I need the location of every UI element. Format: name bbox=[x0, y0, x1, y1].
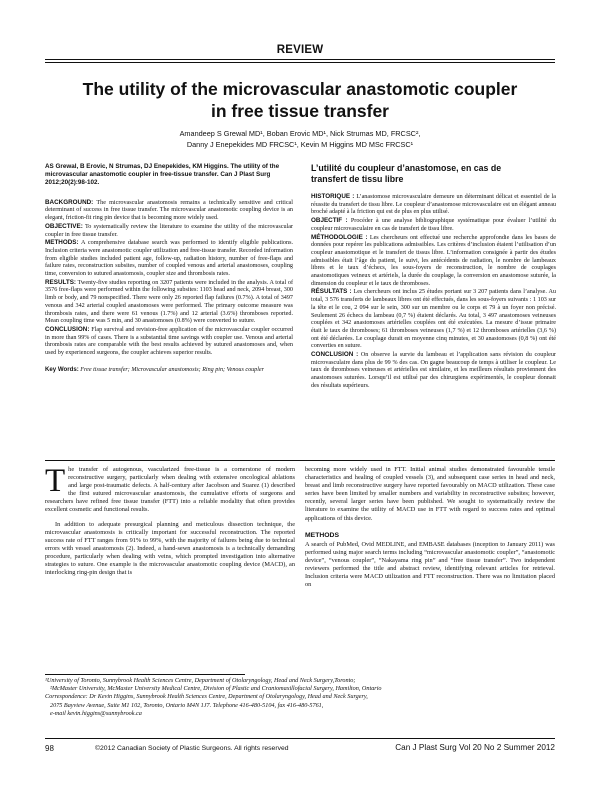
drop-cap: T bbox=[45, 463, 66, 499]
results-heading: RESULTS: bbox=[45, 278, 77, 286]
objectif-text: Procéder à une analyse bibliographique systématique pour évaluer l’utilité du coupleur microvasculaire en cas de transfert de tissu libre. bbox=[311, 218, 556, 232]
objective-text: To systematically review the literature to examine the utility of the microvascular coupler in free tissue transfer. bbox=[45, 223, 293, 238]
conclusion-heading: CONCLUSION: bbox=[45, 325, 90, 333]
background-text: The microvascular anastomosis remains a technically sensitive and critical determinant of success in free tissue transfer. The microvascular anastomotic coupling device is an elegant, friction-fit ring pin device that is becoming more widely used. bbox=[45, 199, 293, 222]
page-number: 98 bbox=[45, 744, 54, 753]
french-conclusion-text: On observe la survie du lambeau et l’application sans révision du coupleur microvasculaire dans plus de 99 % des cas. On gagne beaucoup de temps à utiliser le coupleur. Le taux de thromboses veineuses et artérielles est similaire, et les meilleurs résultats proviennent des anastomoses suturées. Lorsqu’il est utilisé par des chirurgiens expérimentés, le coupleur donnait des résultats supérieurs. bbox=[311, 352, 556, 389]
header-rule bbox=[45, 59, 555, 60]
methods-section-heading: METHODS bbox=[305, 531, 339, 539]
english-abstract bbox=[45, 199, 293, 358]
keywords bbox=[45, 366, 293, 375]
title-line-2: in free tissue transfer bbox=[211, 101, 389, 121]
methodologie-heading: MÉTHODOLOGIE : bbox=[311, 233, 368, 241]
french-abstract-column bbox=[311, 163, 556, 391]
french-abstract bbox=[311, 193, 556, 391]
methods-text: A comprehensive database search was performed to identify eligible publications. Inclusion criteria were anastomotic coupler utilization and free-tissue transfer. Recorded information from eligible studies included patient age, follow-up, radiation history, number of free-flaps and failure rates, reconstruction subsites, number of coupled venous and arterial anastomoses, coupling time, conversion to sutured anastomosis, coupler size and thrombosis rates. bbox=[45, 240, 293, 278]
header-rule-thin bbox=[45, 62, 555, 63]
author-list bbox=[45, 129, 555, 150]
footnote-rule bbox=[45, 674, 245, 675]
resultats-heading: RÉSULTATS : bbox=[311, 288, 352, 296]
paragraph-4: A search of PubMed, Ovid MEDLINE, and EMBASE databases (inception to January 2011) was performed using major search terms including “microvascular anastomotic coupler”, “anastomotic device”, “venous coupler”, “Nakayama ring pin” and “free tissue transfer”. Two independent reviewers performed the title and abstract review, identifying relevant articles for retrieval. Inclusion criteria were MACD utilization and FTT reconstruction. There was no limitation placed on bbox=[305, 540, 555, 589]
body-column-right bbox=[305, 466, 555, 589]
objectif-heading: OBJECTIF : bbox=[311, 217, 348, 225]
copyright: ©2012 Canadian Society of Plastic Surgeons. All rights reserved bbox=[95, 745, 289, 752]
results-text: Twenty-five studies reporting on 3207 patients were included in the analysis. A total of 3576 free-flaps were performed within the following subsites: 1103 head and neck, 2094 breast, 300 limb or body, and 79 nonspecified. There were only 26 reported flap failures (0.7%). A total of 3497 venous and 342 arterial coupled anastomoses were performed. The primary outcome measure was thrombosis rates, and there were 61 venous (1.7%) and 12 arterial (3.6%) thromboses reported. Mean coupling time was 5 min, and 30 anastomoses (0.8%) were converted to suture. bbox=[45, 279, 293, 325]
paragraph-2: In addition to adequate presurgical planning and meticulous dissection technique, the microvascular anastomosis is critically important for successful reconstruction. The reported success rate of FTT ranges from 91% to 99%, with the majority of failures being due to technical errors with vessel anastomosis (2). Indeed, a hand-sewn anastomosis is a technically demanding procedure, particularly when dealing with veins, which prompted investigation into alternative strategies to suture. One example is the microvascular anastomotic coupling device (MACD), an interlocking ring-pin design that is bbox=[45, 520, 295, 577]
authors-line-1: Amandeep S Grewal MD¹, Boban Erovic MD¹, Nick Strumas MD, FRCSC², bbox=[179, 129, 421, 138]
resultats-text: Les chercheurs ont inclus 25 études portant sur 3 207 patients dans l’analyse. Au total, 3 576 transferts de lambeaux libres ont été effectués, dans les sous-foyers suivants : 1 103 sur la tête et le cou, 2 094 sur le sein, 300 sur un membre ou le corps et 79 à un foyer non précisé. Seulement 26 échecs du lambeau (0,7 %) étaient déclarés. Au total, 3 497 anastomoses veineuses couplées et 342 anastomoses artérielles couplées ont été exécutées. La mesure d’issue primaire était le taux de thromboses; 61 thromboses veineuses (1,7 %) et 12 thromboses artérielles (3,6 %) ont été déclarées. Le couplage durait en moyenne cinq minutes, et 30 anastomoses (0,8 %) ont été converties en suture. bbox=[311, 289, 556, 350]
french-title-line-2: transfert de tissu libre bbox=[311, 174, 404, 184]
french-title bbox=[311, 163, 556, 185]
correspondence-address: 2075 Bayview Avenue, Suite M1 102, Toronto, Ontario M4N 1J7. Telephone 416-480-5104, fax 416-480-5761, bbox=[50, 701, 324, 709]
historique-heading: HISTORIQUE : bbox=[311, 193, 355, 200]
keywords-label: Key Words: bbox=[45, 365, 79, 373]
correspondence-email: e-mail kevin.higgins@sunnybrook.ca bbox=[50, 709, 142, 717]
methods-heading: METHODS: bbox=[45, 239, 79, 247]
body-column-left bbox=[45, 463, 295, 577]
french-title-line-1: L’utilité du coupleur d’anastomose, en cas de bbox=[311, 163, 502, 173]
citation: AS Grewal, B Erovic, N Strumas, DJ Enepekides, KM Higgins. The utility of the microvascular anastomotic coupler in free-tissue transfer. Can J Plast Surg 2012;20(2):98-102. bbox=[45, 163, 280, 186]
paragraph-3: becoming more widely used in FTT. Initial animal studies demonstrated favourable tensile characteristics and healing of coupled vessels (3), and subsequent case series in head and neck, breast and limb reconstructive surgery have reported favourably on MACD utilization. These case series have been limited by smaller numbers and variability in reconstructive subsites; however, recently, several larger series have been published. We sought to systematically review the literature to examine the utility of MACD use in FTT with regard to success rates and optimal applications of this device. bbox=[305, 466, 555, 522]
affiliation-2: ²McMaster University, McMaster University Medical Centre, Division of Plastic and Craniomaxillofacial Surgery, Hamilton, Ontario bbox=[50, 685, 382, 693]
background-heading: BACKGROUND: bbox=[45, 198, 94, 206]
objective-heading: OBJECTIVE: bbox=[45, 222, 83, 230]
french-conclusion-heading: CONCLUSION : bbox=[311, 351, 359, 359]
title-line-1: The utility of the microvascular anastomotic coupler bbox=[82, 79, 518, 99]
intro-paragraph bbox=[45, 463, 295, 515]
historique-text: L’anastomose microvasculaire demeure un déterminant délicat et essentiel de la réussite du transfert de tissu libre. Le coupleur d’anastomose microvasculaire est un élégant anneau broché adapté à la friction qui est de plus en plus utilisé. bbox=[311, 194, 556, 216]
correspondence: Correspondence: Dr Kevin Higgins, Sunnybrook Health Sciences Centre, Department of Otolaryngology, Head and Neck Surgery, bbox=[45, 693, 368, 701]
authors-line-2: Danny J Enepekides MD FRCSC¹, Kevin M Higgins MD MSc FRCSC¹ bbox=[186, 139, 414, 149]
article-title bbox=[45, 78, 555, 122]
conclusion-text: Flap survival and revision-free application of the microvascular coupler occurred in more than 99% of cases. There is a substantial time savings with coupler use. Venous and arterial thrombosis rates are comparable with the best results achieved by sutured anastomoses and, when used by experienced surgeons, the coupler achieves superior results. bbox=[45, 326, 293, 357]
affiliation-1: ¹University of Toronto, Sunnybrook Health Sciences Centre, Department of Otolaryngology, Head and Neck Surgery,Toronto; bbox=[45, 677, 356, 684]
footer-rule bbox=[45, 738, 555, 739]
journal-reference: Can J Plast Surg Vol 20 No 2 Summer 2012 bbox=[395, 743, 555, 752]
keywords-value: Free tissue transfer; Microvascular anastomosis; Ring pin; Venous coupler bbox=[80, 366, 264, 373]
body-divider bbox=[45, 460, 555, 461]
section-label: REVIEW bbox=[276, 44, 324, 56]
intro-text: he transfer of autogenous, vascularized free-tissue is a cornerstone of modern reconstructive surgery, particularly when dealing with extensive oncological ablations and large post-traumatic defects. A half-century after Jacobson and Suarez (1) described the first sutured microvascular anastomosis, the cumulative efforts of surgeons and researchers have refined free tissue transfer (FTT) into a reliable modality that often provides excellent cosmetic and functional results. bbox=[45, 466, 295, 514]
methodologie-text: Les chercheurs ont effectué une recherche approfondie dans les bases de données pour repérer les publications admissibles. Les critères d’inclusion étaient l’utilisation d’un coupleur anastomotique et le transfert de tissus libre. L’information consignée à partir des études admissibles était l’âge du patient, le suivi, les antécédents de radiation, le nombre de lambeaux libres et le taux d’échecs, les sous-foyers de reconstruction, le nombre de couplages anastomotiques veineux et artériels, la durée du couplage, la conversion en anastomose suturée, la dimension du coupleur et le taux de thromboses. bbox=[311, 234, 556, 287]
english-abstract-column bbox=[45, 163, 293, 374]
footnotes bbox=[45, 677, 555, 718]
